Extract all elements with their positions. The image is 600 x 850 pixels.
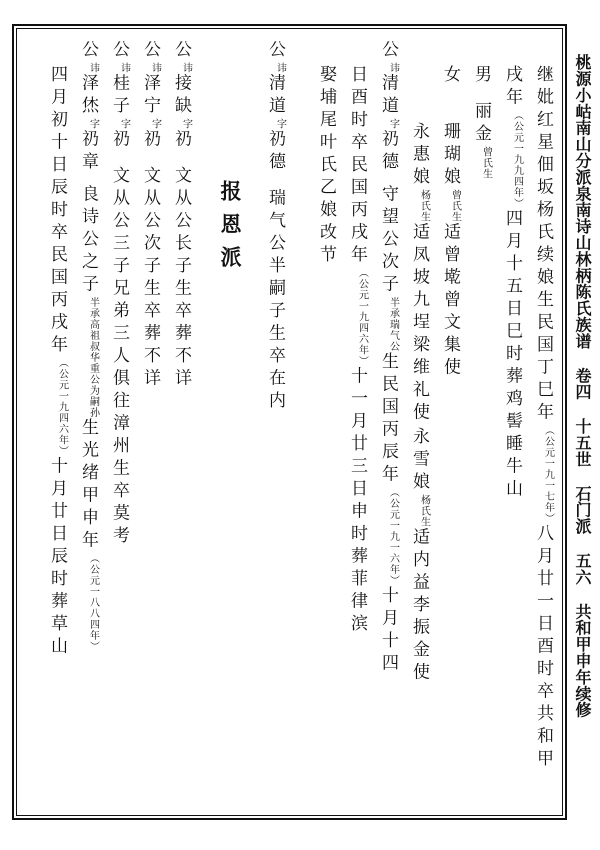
text-column-10 bbox=[317, 65, 334, 268]
col-text: 接缺 bbox=[171, 73, 191, 119]
col-text: 文从公三子兄弟三人俱往漳州生卒莫考 bbox=[109, 166, 129, 549]
col-text: 丽金 bbox=[471, 101, 491, 147]
col-text: 生光绪甲申年 bbox=[78, 418, 98, 553]
col-text: 桂子 bbox=[109, 73, 129, 119]
col-text: 礽 bbox=[140, 129, 160, 152]
col-text: 适凤坡九埕梁维礼使 bbox=[409, 222, 429, 425]
text-column-15 bbox=[110, 40, 129, 549]
col-text: 公 bbox=[109, 40, 129, 63]
text-column-4 bbox=[441, 65, 458, 88]
col-text: 戌年 bbox=[502, 65, 522, 110]
page-header bbox=[574, 54, 590, 718]
text-column-14 bbox=[141, 40, 160, 391]
col-note: 字 bbox=[87, 118, 99, 130]
col-text: 文从公长子生卒葬不详 bbox=[171, 166, 191, 391]
text-column-2 bbox=[503, 65, 522, 502]
col-note: 曾氏生 bbox=[480, 146, 492, 180]
col-text: 适曾墘曾文集使 bbox=[440, 222, 460, 380]
col-text: 礽德 bbox=[265, 129, 285, 175]
text-column-5 bbox=[441, 122, 460, 380]
col-note: 讳 bbox=[274, 62, 286, 74]
page-number: 五六 bbox=[573, 552, 592, 586]
generation-label: 十五世 bbox=[573, 418, 592, 468]
col-text: 十一月廿三日申时葬菲律滨 bbox=[347, 366, 367, 637]
col-text: 公 bbox=[171, 40, 191, 63]
col-note: 字 bbox=[118, 118, 130, 130]
col-text: 四月初十日辰时卒民国丙戌年 bbox=[47, 65, 67, 358]
col-note: （公元一九一六年） bbox=[387, 487, 399, 586]
col-text: 女 bbox=[440, 65, 460, 88]
section-title-baoen bbox=[219, 180, 240, 279]
section-title-text: 报恩派 bbox=[218, 180, 242, 279]
genealogy-title: 桃源小岵南山分派泉南诗山林柄陈氏族谱 bbox=[573, 54, 592, 350]
branch-label: 石门派 bbox=[573, 485, 592, 535]
col-note: 讳 bbox=[149, 62, 161, 74]
text-column-7 bbox=[410, 122, 429, 425]
col-note: 讳 bbox=[118, 62, 130, 74]
col-text: 瑞气公半嗣子生卒在内 bbox=[265, 188, 285, 414]
col-note: 讳 bbox=[180, 62, 192, 74]
col-text: 永雪娘 bbox=[409, 427, 429, 495]
volume-label: 卷四 bbox=[573, 367, 592, 401]
col-note: 字 bbox=[180, 118, 192, 130]
col-note: 讳 bbox=[87, 62, 99, 74]
col-text: 礽德 bbox=[378, 129, 398, 175]
col-note: 字 bbox=[274, 118, 286, 130]
col-note: （公元一九四六年） bbox=[356, 267, 368, 367]
col-note: 半承高祖叔华重公为嗣孙 bbox=[87, 297, 99, 418]
col-text: 公 bbox=[265, 40, 285, 63]
col-note: （公元一九一七年） bbox=[542, 425, 554, 524]
col-note: 半承瑞气公 bbox=[387, 297, 399, 352]
col-note: 杨氏生 bbox=[418, 494, 430, 528]
col-text: 公 bbox=[378, 40, 398, 63]
col-text: 公 bbox=[140, 40, 160, 63]
col-text: 四月十五日巳时葬鸡髻睡牛山 bbox=[502, 209, 522, 502]
text-column-3 bbox=[472, 65, 491, 180]
col-text: 良诗公之子 bbox=[78, 184, 98, 297]
col-note: （公元一九四六年） bbox=[56, 357, 68, 457]
col-text: 清道 bbox=[265, 73, 285, 119]
col-text: 礽 bbox=[171, 129, 191, 152]
col-text: 八月廿一日酉时卒共和甲 bbox=[533, 524, 553, 772]
col-text: 娶埔尾叶氏乙娘改节 bbox=[316, 65, 336, 268]
col-text: 泽宁 bbox=[140, 73, 160, 119]
text-column-17 bbox=[48, 65, 67, 659]
col-text: 继妣红星佃坂杨氏续娘生民国丁巳年 bbox=[533, 65, 553, 425]
col-text: 生民国丙辰年 bbox=[378, 352, 398, 487]
col-text: 日酉时卒民国丙戌年 bbox=[347, 65, 367, 268]
col-text: 守望公次子 bbox=[378, 184, 398, 297]
col-text: 清道 bbox=[378, 73, 398, 119]
col-text: 公 bbox=[78, 40, 98, 63]
col-note: 曾氏生 bbox=[449, 189, 461, 223]
text-column-11 bbox=[266, 40, 285, 414]
text-column-16 bbox=[79, 40, 98, 652]
text-column-6 bbox=[410, 427, 429, 685]
col-text: 泽烋 bbox=[78, 73, 98, 119]
col-text: 珊瑚娘 bbox=[440, 122, 460, 190]
col-note: 字 bbox=[387, 118, 399, 130]
edition-label: 共和甲申年续修 bbox=[573, 603, 592, 719]
col-text: 男 bbox=[471, 65, 491, 88]
col-text: 礽章 bbox=[78, 129, 98, 175]
col-note: 字 bbox=[149, 118, 161, 130]
col-note: （公元一九九四年） bbox=[511, 110, 523, 209]
text-column-13 bbox=[172, 40, 191, 391]
text-column-9 bbox=[348, 65, 367, 637]
col-text: 十月廿日辰时葬草山 bbox=[47, 456, 67, 659]
col-text: 适内益李振金使 bbox=[409, 527, 429, 685]
col-note: 讳 bbox=[387, 62, 399, 74]
col-text: 十月十四 bbox=[378, 586, 398, 676]
col-note: （公元一八八四年） bbox=[87, 553, 99, 652]
col-text: 礽 bbox=[109, 129, 129, 152]
col-text: 永惠娘 bbox=[409, 122, 429, 190]
col-note: 杨氏生 bbox=[418, 189, 430, 223]
text-column-1 bbox=[534, 65, 553, 772]
text-column-8 bbox=[379, 40, 398, 676]
col-text: 文从公次子生卒葬不详 bbox=[140, 166, 160, 391]
